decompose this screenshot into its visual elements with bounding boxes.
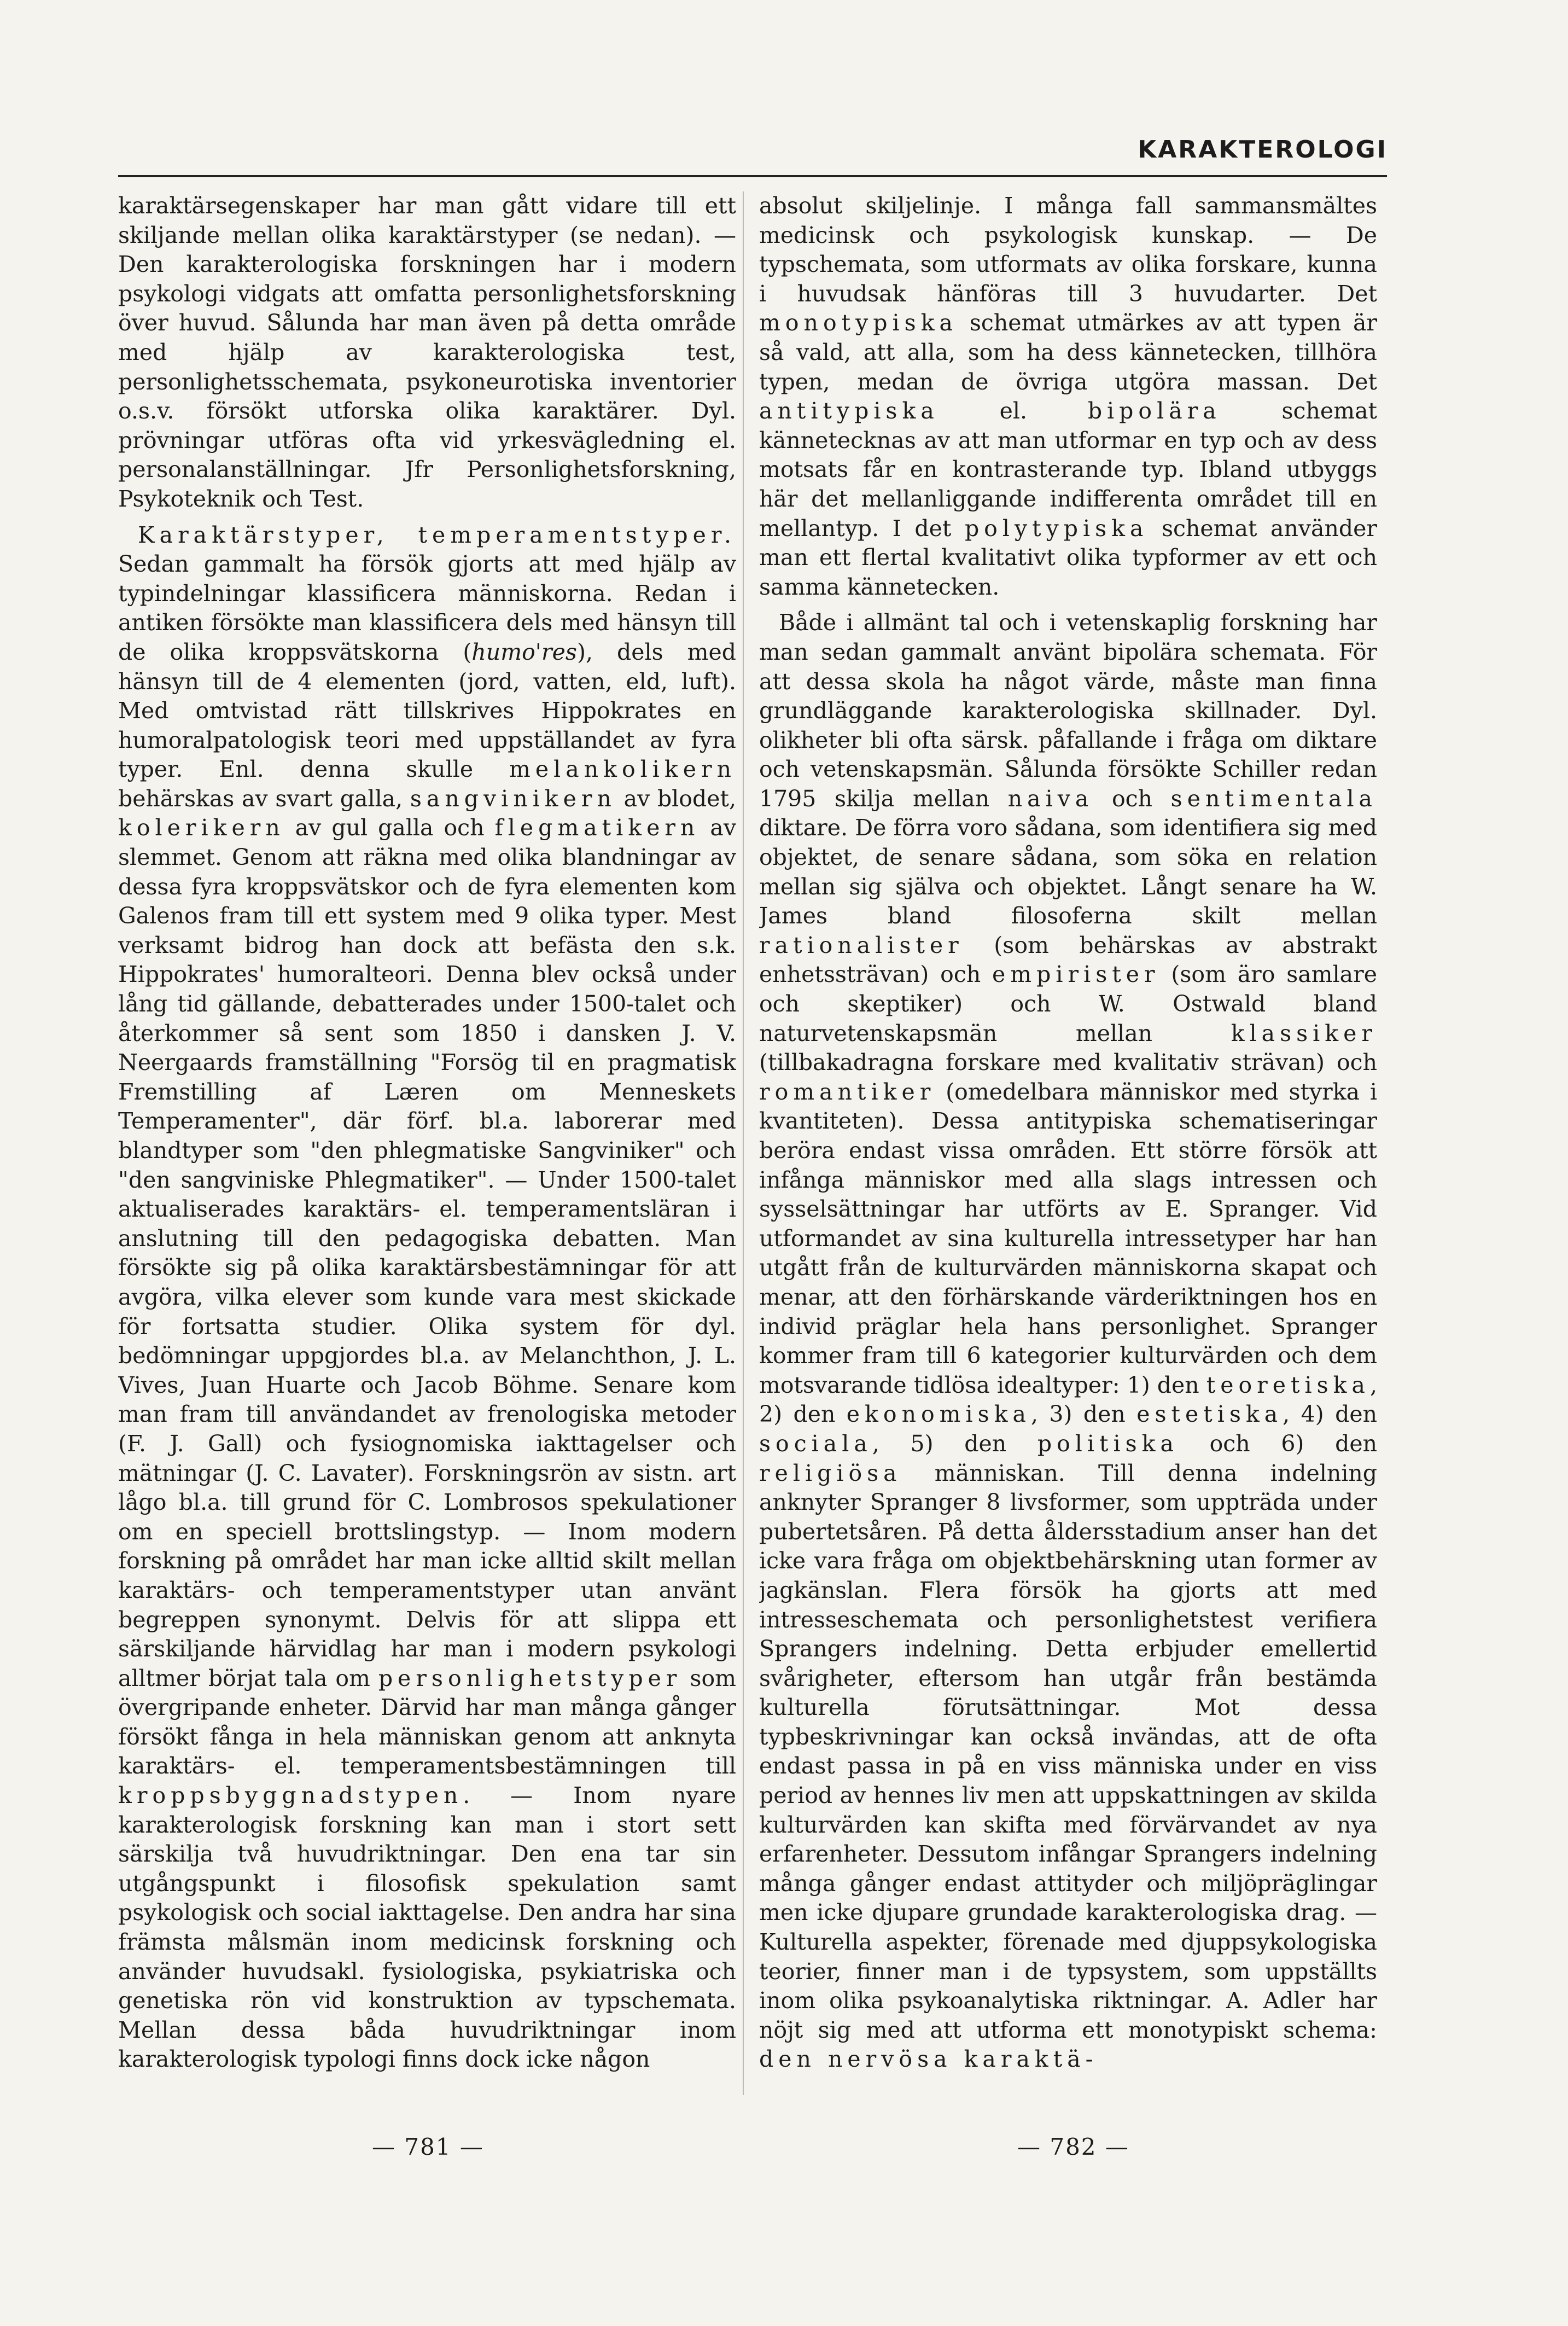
right-column — [759, 191, 1377, 2117]
page-number-right: — 782 — — [1017, 2133, 1129, 2160]
left-column — [118, 191, 736, 2117]
paragraph: absolut skiljelinje. I många fall sammansmältes medicinsk och psykologisk kunskap. — De typschemata, som utformats av olika forskare, kunna i huvudsak hänföras till 3 huvudarter. Det monotypiska schemat utmärkes av att typen är så vald, att alla, som ha dess kännetecken, tillhöra typen, medan de övriga utgöra massan. Det antitypiska el. bipolära schemat kännetecknas av att man utformar en typ och av dess motsats får en kontrasterande typ. Ibland utbyggs här det mellanliggande indifferenta området till en mellantyp. I det polytypiska schemat använder man ett flertal kvalitativt olika typformer av ett och samma kännetecken. — [759, 193, 1377, 600]
column-divider — [743, 191, 744, 2095]
paragraph: karaktärsegenskaper har man gått vidare till ett skiljande mellan olika karaktärstyper (se nedan). — Den karakterologiska forskningen har i modern psykologi vidgats att omfatta personlighetsforskning över huvud. Sålunda har man även på detta område med hjälp av karakterologiska test, personlighetsschemata, psykoneurotiska inventorier o.s.v. försökt utforska olika karaktärer. Dyl. prövningar utföras ofta vid yrkesvägledning el. personalanställningar. Jfr Personlighetsforskning, Psykoteknik och Test. — [118, 193, 736, 512]
paragraph: Både i allmänt tal och i vetenskaplig forskning har man sedan gammalt använt bipolära schemata. För att dessa skola ha något värde, måste man finna grundläggande karakterologiska skillnader. Dyl. olikheter bli ofta särsk. påfallande i fråga om diktare och vetenskapsmän. Sålunda försökte Schiller redan 1795 skilja mellan naiva och sentimentala diktare. De förra voro sådana, som identifiera sig med objektet, de senare sådana, som söka en relation mellan sig själva och objektet. Långt senare ha W. James bland filosoferna skilt mellan rationalister (som behärskas av abstrakt enhetssträvan) och empirister (som äro samlare och skeptiker) och W. Ostwald bland naturvetenskapsmän mellan klassiker (tillbakadragna forskare med kvalitativ strävan) och romantiker (omedelbara människor med styrka i kvantiteten). Dessa antitypiska schematiseringar beröra endast vissa områden. Ett större försök att infånga människor med alla slags intressen och sysselsättningar har utförts av E. Spranger. Vid utformandet av sina kulturella intressetyper har han utgått från de kulturvärden människorna skapat och menar, att den förhärskande värderiktningen hos en individ präglar hela hans personlighet. Spranger kommer fram till 6 kategorier kulturvärden och dem motsvarande tidlösa idealtyper: 1) den teoretiska, 2) den ekonomiska, 3) den estetiska, 4) den sociala, 5) den politiska och 6) den religiösa människan. Till denna indelning anknyter Spranger 8 livsformer, som uppträda under pubertetsåren. På detta åldersstadium anser han det icke vara fråga om objektbehärskning utan former av jagkänslan. Flera försök ha gjorts att med intresseschemata och personlighetstest verifiera Sprangers indelning. Detta erbjuder emellertid svårigheter, eftersom han utgår från bestämda kulturella förutsättningar. Mot dessa typbeskrivningar kan också invändas, att de ofta endast passa in på en viss människa under en viss period av hennes liv men att uppskattningen av skilda kulturvärden kan skifta med förvärvandet av nya erfarenheter. Dessutom infångar Sprangers indelning många gånger endast attityder och miljöpräglingar men icke djupare grundade karakterologiska drag. — Kulturella aspekter, förenade med djuppsykologiska teorier, finner man i de typsystem, som uppställts inom olika psykoanalytiska riktningar. A. Adler har nöjt sig med att utforma ett monotypiskt schema: den nervösa karaktä- — [759, 609, 1377, 2073]
paragraph-karaktarstyper: Karaktärstyper, temperamentstyper. Sedan gammalt ha försök gjorts att med hjälp av typindelningar klassificera människorna. Redan i antiken försökte man klassificera dels med hänsyn till de olika kroppsvätskorna (humo'res), dels med hänsyn till de 4 elementen (jord, vatten, eld, luft). Med omtvistad rätt tillskrives Hippokrates en humoralpatologisk teori med uppställandet av fyra typer. Enl. denna skulle melankolikern behärskas av svart galla, sangvinikern av blodet, kolerikern av gul galla och flegmatikern av slemmet. Genom att räkna med olika blandningar av dessa fyra kroppsvätskor och de fyra elementen kom Galenos fram till ett system med 9 olika typer. Mest verksamt bidrog han dock att befästa den s.k. Hippokrates' humoralteori. Denna blev också under lång tid gällande, debatterades under 1500-talet och återkommer så sent som 1850 i dansken J. V. Neergaards framställning "Forsög til en pragmatisk Fremstilling af Læren om Menneskets Temperamenter", där förf. bl.a. laborerar med blandtyper som "den phlegmatiske Sangviniker" och "den sangviniske Phlegmatiker". — Under 1500-talet aktualiserades karaktärs- el. temperamentsläran i anslutning till den pedagogiska debatten. Man försökte sig på olika karaktärsbestämningar för att avgöra, vilka elever som kunde vara mest skickade för fortsatta studier. Olika system för dyl. bedömningar uppgjordes bl.a. av Melanchthon, J. L. Vives, Juan Huarte och Jacob Böhme. Senare kom man fram till användandet av frenologiska metoder (F. J. Gall) och fysiognomiska iakttagelser och mätningar (J. C. Lavater). Forskningsrön av sistn. art lågo bl.a. till grund för C. Lombrosos spekulationer om en speciell brottslingstyp. — Inom modern forskning på området har man icke alltid skilt mellan karaktärs- och temperamentstyper utan använt begreppen synonymt. Delvis för att slippa ett särskiljande härvidlag har man i modern psykologi alltmer börjat tala om personlighetstyper som övergripande enheter. Därvid har man många gånger försökt fånga in hela människan genom att anknyta karaktärs- el. temperamentsbestämningen till kroppsbyggnadstypen. — Inom nyare karakterologisk forskning kan man i stort sett särskilja två huvudriktningar. Den ena tar sin utgångspunkt i filosofisk spekulation samt psykologisk och social iakttagelse. Den andra har sina främsta målsmän inom medicinsk forskning och använder huvudsakl. fysiologiska, psykiatriska och genetiska rön vid konstruktion av typschemata. Mellan dessa båda huvudriktningar inom karakterologisk typologi finns dock icke någon — [118, 521, 736, 2073]
page-number-left: — 781 — — [372, 2133, 484, 2160]
header-rule — [118, 175, 1387, 177]
entry-heading: Karaktärstyper, temperamentstyper. — [138, 521, 736, 548]
running-head: KARAKTEROLOGI — [1138, 136, 1388, 164]
